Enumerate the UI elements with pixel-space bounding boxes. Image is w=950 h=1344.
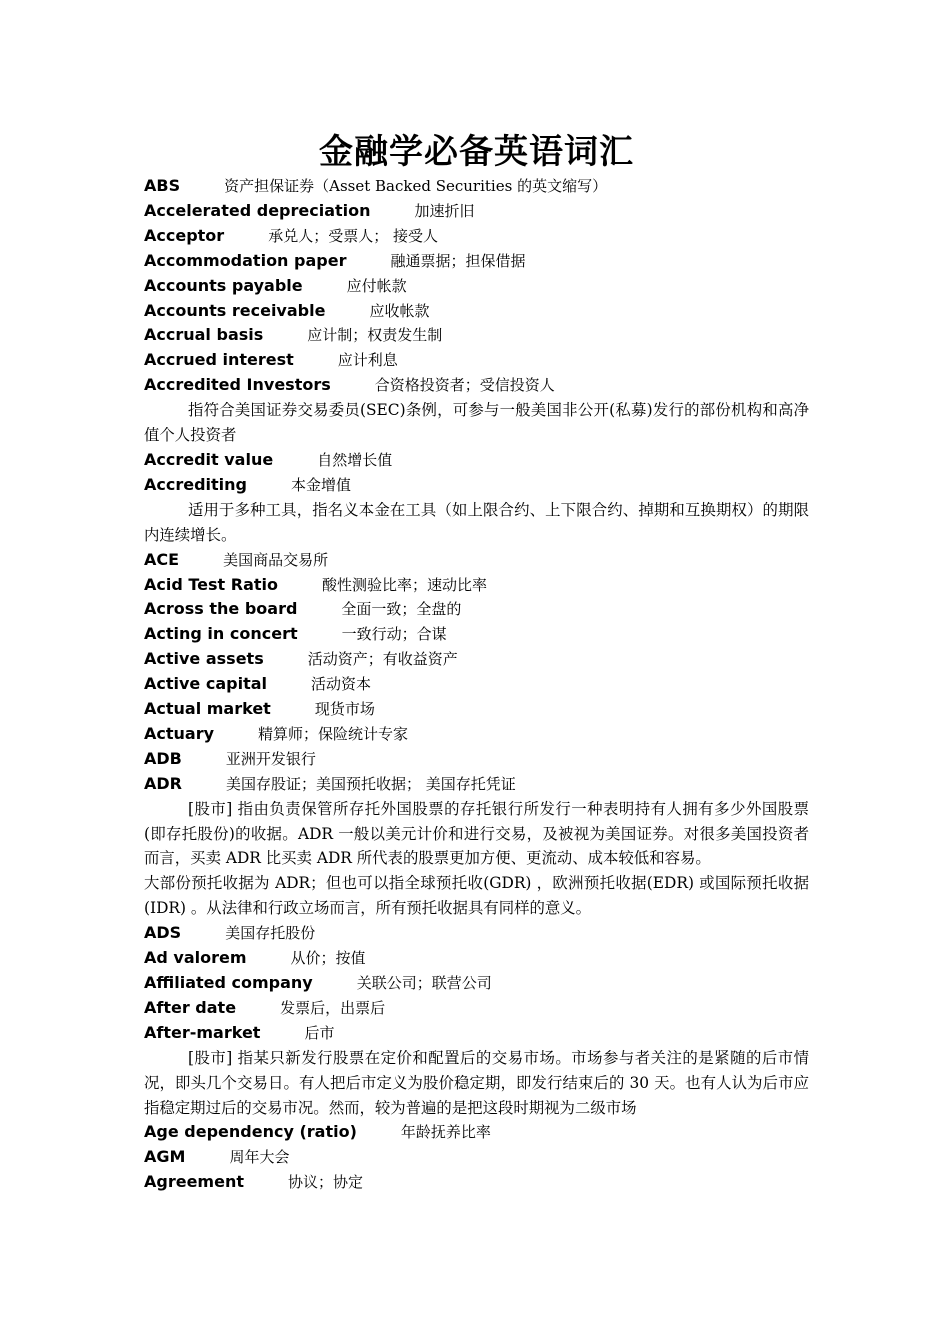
glossary-term: Ad valorem bbox=[144, 948, 247, 968]
glossary-term: Accrual basis bbox=[144, 325, 264, 345]
glossary-term: Age dependency (ratio) bbox=[144, 1122, 357, 1142]
glossary-definition: 承兑人；受票人； 接受人 bbox=[268, 226, 438, 245]
glossary-term: After date bbox=[144, 997, 237, 1017]
glossary-definition: 美国存股证；美国预托收据； 美国存托凭证 bbox=[225, 774, 516, 793]
glossary-definition: 从价；按值 bbox=[290, 949, 366, 968]
glossary-definition: 自然增长值 bbox=[317, 450, 393, 469]
glossary-term: ADS bbox=[144, 923, 182, 943]
glossary-entry bbox=[144, 971, 809, 996]
glossary-definition: 加速折旧 bbox=[414, 201, 475, 220]
glossary-entry bbox=[144, 946, 809, 971]
glossary-definition: 应付帐款 bbox=[346, 276, 407, 295]
glossary-entry bbox=[144, 224, 809, 249]
glossary-term: ABS bbox=[144, 176, 181, 195]
glossary-definition: 应收帐款 bbox=[369, 301, 430, 320]
glossary-entry bbox=[144, 249, 809, 274]
glossary-entry bbox=[144, 772, 809, 797]
glossary-definition: 活动资本 bbox=[311, 675, 372, 694]
glossary-term: Accrediting bbox=[144, 474, 248, 494]
glossary-definition: 应计制；权责发生制 bbox=[307, 326, 443, 345]
glossary-entry bbox=[144, 274, 809, 299]
document-title: 金融学必备英语词汇 bbox=[319, 132, 634, 172]
glossary-term: Acid Test Ratio bbox=[144, 574, 278, 594]
glossary-definition: 酸性测验比率；速动比率 bbox=[322, 575, 488, 594]
glossary-entry bbox=[144, 622, 809, 647]
glossary-term: Actuary bbox=[144, 723, 215, 743]
glossary-term: Across the board bbox=[144, 599, 298, 619]
glossary-entry bbox=[144, 672, 809, 697]
glossary-term: ADB bbox=[144, 748, 182, 768]
document-page bbox=[144, 130, 809, 1195]
glossary-entry bbox=[144, 348, 809, 373]
glossary-entry bbox=[144, 1021, 809, 1046]
glossary-entry bbox=[144, 199, 809, 224]
glossary-entry bbox=[144, 448, 809, 473]
glossary-note: [股市] 指由负责保管所存托外国股票的存托银行所发行一种表明持有人拥有多少外国股票(即存托股份)的收据。ADR 一般以美元计价和进行交易，及被视为美国证券。对很多美国投资者而言，买卖 ADR 比买卖 ADR 所代表的股票更加方便、更流动、成本较低和容易。 bbox=[144, 799, 809, 868]
glossary-definition: 亚洲开发银行 bbox=[225, 749, 316, 768]
glossary-term: Active capital bbox=[144, 674, 267, 694]
glossary-term: Agreement bbox=[144, 1172, 244, 1192]
glossary-term: Accredited Investors bbox=[144, 375, 331, 395]
glossary-definition: 一致行动；合谋 bbox=[341, 625, 447, 644]
glossary-definition: 年龄抚养比率 bbox=[400, 1123, 491, 1142]
glossary-note: 适用于多种工具，指名义本金在工具（如上限合约、上下限合约、掉期和互换期权）的期限内连续增长。 bbox=[144, 500, 809, 544]
glossary-definition: 全面一致；全盘的 bbox=[341, 600, 462, 619]
glossary-entry bbox=[144, 722, 809, 747]
glossary-entry bbox=[144, 747, 809, 772]
glossary-entry bbox=[144, 1145, 809, 1170]
glossary-entry bbox=[144, 373, 809, 398]
glossary-definition: 美国存托股份 bbox=[225, 924, 316, 943]
glossary-term: Acceptor bbox=[144, 225, 225, 245]
glossary-entry bbox=[144, 647, 809, 672]
glossary-term: Accelerated depreciation bbox=[144, 200, 371, 220]
glossary-term: Acting in concert bbox=[144, 624, 298, 644]
glossary-definition: 周年大会 bbox=[229, 1148, 290, 1167]
glossary-term: Affiliated company bbox=[144, 973, 313, 992]
glossary-definition: 精算师；保险统计专家 bbox=[258, 724, 409, 743]
glossary-definition: 协议；协定 bbox=[288, 1173, 364, 1192]
glossary-definition: 关联公司；联营公司 bbox=[356, 974, 492, 992]
glossary-definition: 融通票据；担保借据 bbox=[390, 251, 526, 270]
glossary-term: Accounts receivable bbox=[144, 300, 326, 320]
glossary-note: 指符合美国证券交易委员(SEC)条例，可参与一般美国非公开(私募)发行的部份机构和高净值个人投资者 bbox=[144, 401, 809, 445]
glossary-term: ADR bbox=[144, 773, 182, 793]
glossary-definition: 后市 bbox=[304, 1023, 335, 1042]
glossary-term: ACE bbox=[144, 549, 180, 569]
glossary-entry bbox=[144, 174, 809, 199]
glossary-definition: 本金增值 bbox=[291, 475, 352, 494]
glossary-term: AGM bbox=[144, 1147, 186, 1167]
glossary-term: Accredit value bbox=[144, 449, 274, 469]
glossary-term: Accrued interest bbox=[144, 350, 294, 370]
glossary-definition: 活动资产；有收益资产 bbox=[307, 650, 458, 669]
glossary-term: Active assets bbox=[144, 649, 264, 669]
glossary-term: After-market bbox=[144, 1022, 261, 1042]
glossary-entry bbox=[144, 473, 809, 498]
glossary-entry bbox=[144, 548, 809, 573]
glossary-definition: 美国商品交易所 bbox=[223, 550, 329, 569]
glossary-definition: 应计利息 bbox=[337, 351, 398, 370]
glossary-term: Accounts payable bbox=[144, 275, 303, 295]
glossary-term: Actual market bbox=[144, 699, 271, 719]
glossary-definition: 现货市场 bbox=[314, 700, 375, 719]
glossary-note: 大部份预托收据为 ADR；但也可以指全球预托收(GDR) ，欧洲预托收据(EDR) 或国际预托收据(IDR) 。从法律和行政立场而言，所有预托收据具有同样的意义。 bbox=[144, 874, 809, 918]
glossary-definition: 发票后，出票后 bbox=[280, 998, 386, 1017]
glossary-entry bbox=[144, 996, 809, 1021]
glossary-entry bbox=[144, 1120, 809, 1145]
glossary-entry bbox=[144, 299, 809, 324]
glossary-definition: 合资格投资者；受信投资人 bbox=[374, 376, 555, 395]
glossary-entry bbox=[144, 323, 809, 348]
glossary-entry bbox=[144, 573, 809, 598]
glossary-list bbox=[144, 174, 809, 1195]
glossary-note: [股市] 指某只新发行股票在定价和配置后的交易市场。市场参与者关注的是紧随的后市情况，即头几个交易日。有人把后市定义为股价稳定期，即发行结束后的 30 天。也有人认为后市应指稳定期过后的交易市况。然而，较为普遍的是把这段时期视为二级市场 bbox=[144, 1048, 809, 1117]
glossary-entry bbox=[144, 1170, 809, 1195]
glossary-entry bbox=[144, 597, 809, 622]
glossary-entry bbox=[144, 697, 809, 722]
glossary-entry bbox=[144, 921, 809, 946]
glossary-term: Accommodation paper bbox=[144, 250, 347, 270]
glossary-definition: 资产担保证券（Asset Backed Securities 的英文缩写） bbox=[224, 177, 608, 195]
